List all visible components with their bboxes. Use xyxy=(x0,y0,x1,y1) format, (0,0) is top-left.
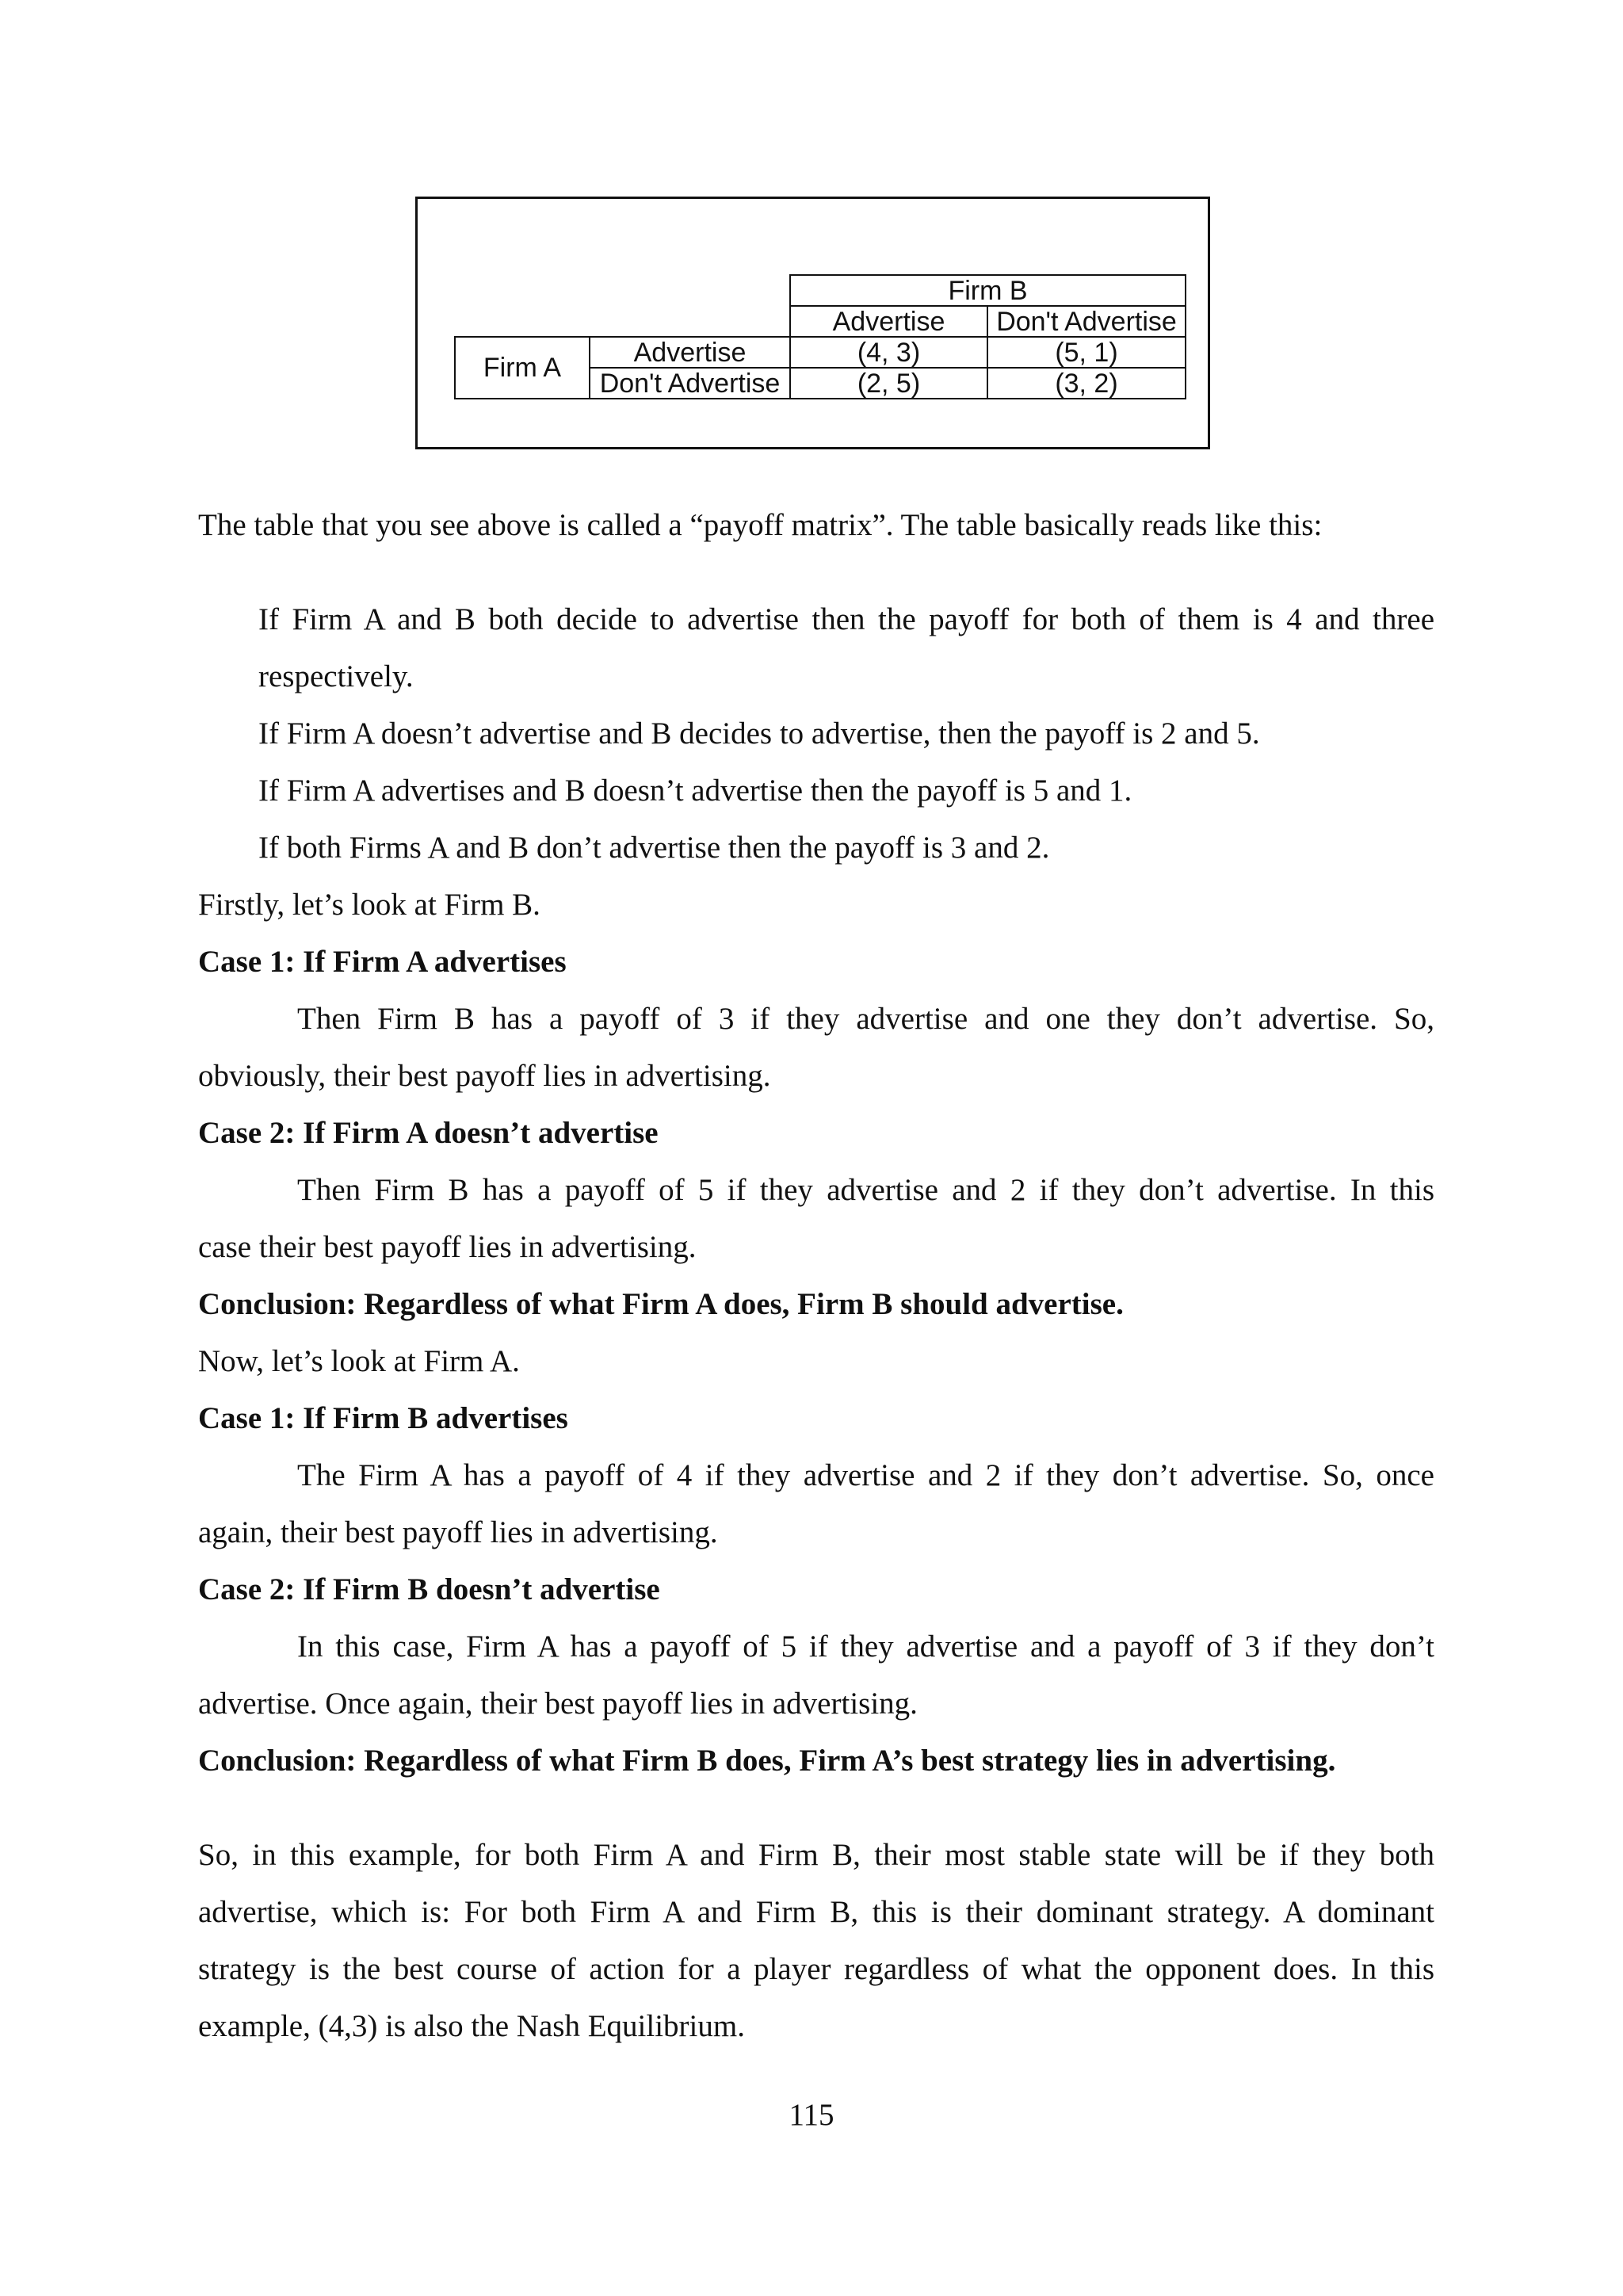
column-header: Don't Advertise xyxy=(987,306,1186,337)
summary-line: So, in this example, for both Firm A and Firm B, their most stable state will be if they both xyxy=(198,1838,1434,1872)
reading-line: respectively. xyxy=(258,659,414,693)
case-text: Then Firm B has a payoff of 5 if they advertise and 2 if they don’t advertise. In this xyxy=(297,1173,1434,1207)
page-number: 115 xyxy=(789,2098,834,2132)
intro-paragraph: The table that you see above is called a “payoff matrix”. The table basically reads like this: xyxy=(198,508,1323,542)
conclusion: Conclusion: Regardless of what Firm A does, Firm B should advertise. xyxy=(198,1287,1124,1321)
case-text: case their best payoff lies in advertising. xyxy=(198,1230,697,1264)
reading-line: If Firm A doesn’t advertise and B decides to advertise, then the payoff is 2 and 5. xyxy=(258,716,1260,751)
section-intro: Firstly, let’s look at Firm B. xyxy=(198,888,540,922)
section-intro: Now, let’s look at Firm A. xyxy=(198,1344,520,1378)
reading-line: If Firm A and B both decide to advertise then the payoff for both of them is 4 and three xyxy=(258,602,1434,636)
case-heading: Case 1: If Firm A advertises xyxy=(198,945,567,979)
row-header: Advertise xyxy=(590,337,790,368)
payoff-cell: (5, 1) xyxy=(987,337,1186,368)
conclusion: Conclusion: Regardless of what Firm B does, Firm A’s best strategy lies in advertising. xyxy=(198,1744,1336,1778)
summary-line: strategy is the best course of action for a player regardless of what the opponent does. In this xyxy=(198,1952,1434,1986)
reading-line: If both Firms A and B don’t advertise then the payoff is 3 and 2. xyxy=(258,831,1050,865)
payoff-cell: (3, 2) xyxy=(987,368,1186,399)
case-text: In this case, Firm A has a payoff of 5 if they advertise and a payoff of 3 if they don’t xyxy=(297,1629,1434,1664)
payoff-matrix-figure xyxy=(415,197,1210,449)
column-player-header: Firm B xyxy=(790,275,1186,306)
case-text: again, their best payoff lies in advertising. xyxy=(198,1515,718,1549)
payoff-matrix-table xyxy=(454,274,1186,399)
table-row xyxy=(455,275,1186,306)
reading-line: If Firm A advertises and B doesn’t advertise then the payoff is 5 and 1. xyxy=(258,774,1132,808)
case-heading: Case 2: If Firm A doesn’t advertise xyxy=(198,1116,659,1150)
row-header: Don't Advertise xyxy=(590,368,790,399)
payoff-cell: (4, 3) xyxy=(790,337,987,368)
table-row xyxy=(455,306,1186,337)
summary-line: advertise, which is: For both Firm A and Firm B, this is their dominant strategy. A dominant xyxy=(198,1895,1434,1929)
case-text: obviously, their best payoff lies in advertising. xyxy=(198,1059,771,1093)
case-text: advertise. Once again, their best payoff lies in advertising. xyxy=(198,1687,918,1721)
payoff-cell: (2, 5) xyxy=(790,368,987,399)
case-text: The Firm A has a payoff of 4 if they advertise and 2 if they don’t advertise. So, once xyxy=(297,1458,1434,1492)
case-text: Then Firm B has a payoff of 3 if they advertise and one they don’t advertise. So, xyxy=(297,1002,1434,1036)
summary-line: example, (4,3) is also the Nash Equilibrium. xyxy=(198,2009,745,2043)
case-heading: Case 1: If Firm B advertises xyxy=(198,1401,568,1435)
column-header: Advertise xyxy=(790,306,987,337)
case-heading: Case 2: If Firm B doesn’t advertise xyxy=(198,1572,660,1606)
row-player-header: Firm A xyxy=(455,337,590,399)
table-row xyxy=(455,337,1186,368)
